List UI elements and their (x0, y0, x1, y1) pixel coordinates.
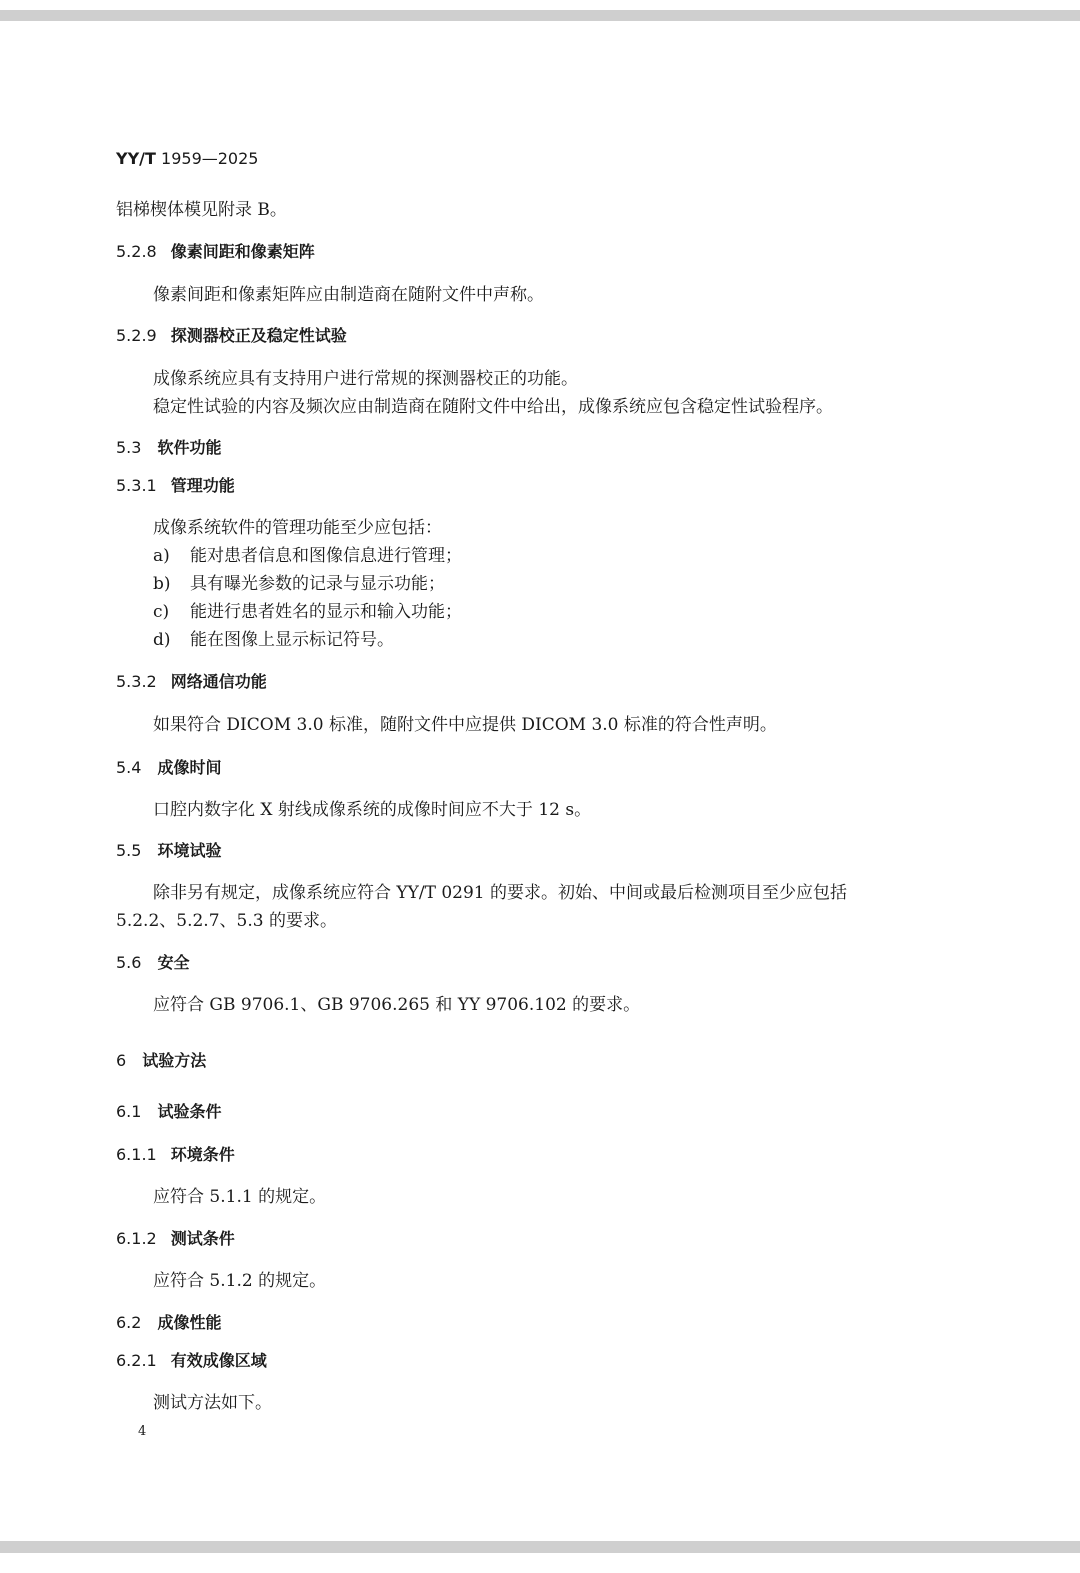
section-heading-6-2-1: 6.2.1 有效成像区域 (116, 1351, 267, 1370)
section-heading-6-1: 6.1 试验条件 (116, 1102, 222, 1121)
list-item: c) 能进行患者姓名的显示和输入功能； (153, 602, 462, 622)
paragraph: 如果符合 DICOM 3.0 标准，随附文件中应提供 DICOM 3.0 标准的符合性声明。 (153, 715, 777, 735)
section-heading-6-1-2: 6.1.2 测试条件 (116, 1229, 235, 1248)
section-heading-5-5: 5.5 环境试验 (116, 841, 222, 860)
section-heading-5-3: 5.3 软件功能 (116, 438, 222, 457)
bottom-border-band (0, 1541, 1080, 1553)
paragraph: 像素间距和像素矩阵应由制造商在随附文件中声称。 (153, 285, 544, 305)
list-item: d) 能在图像上显示标记符号。 (153, 630, 394, 650)
top-border-band (0, 10, 1080, 21)
section-heading-5-2-9: 5.2.9 探测器校正及稳定性试验 (116, 326, 347, 345)
section-heading-5-2-8: 5.2.8 像素间距和像素矩阵 (116, 242, 315, 261)
section-heading-5-3-1: 5.3.1 管理功能 (116, 476, 235, 495)
chapter-heading-6: 6 试验方法 (116, 1051, 207, 1070)
paragraph: 口腔内数字化 X 射线成像系统的成像时间应不大于 12 s。 (153, 800, 592, 820)
paragraph: 测试方法如下。 (153, 1393, 272, 1413)
section-heading-6-2: 6.2 成像性能 (116, 1313, 222, 1332)
paragraph-continuation: 5.2.2、5.2.7、5.3 的要求。 (116, 911, 337, 931)
section-heading-5-6: 5.6 安全 (116, 953, 190, 972)
list-item: a) 能对患者信息和图像信息进行管理； (153, 546, 462, 566)
paragraph: 铝梯楔体模见附录 B。 (116, 200, 287, 220)
section-heading-5-4: 5.4 成像时间 (116, 758, 222, 777)
page-number: 4 (138, 1424, 147, 1439)
paragraph: 应符合 5.1.1 的规定。 (153, 1187, 327, 1207)
paragraph: 成像系统软件的管理功能至少应包括： (153, 518, 442, 538)
list-item: b) 具有曝光参数的记录与显示功能； (153, 574, 445, 594)
document-code: YY/T 1959—2025 (116, 149, 259, 168)
paragraph: 稳定性试验的内容及频次应由制造商在随附文件中给出，成像系统应包含稳定性试验程序。 (153, 397, 833, 417)
section-heading-5-3-2: 5.3.2 网络通信功能 (116, 672, 267, 691)
paragraph: 应符合 GB 9706.1、GB 9706.265 和 YY 9706.102 的要求。 (153, 995, 641, 1015)
section-heading-6-1-1: 6.1.1 环境条件 (116, 1145, 235, 1164)
paragraph: 成像系统应具有支持用户进行常规的探测器校正的功能。 (153, 369, 578, 389)
paragraph: 应符合 5.1.2 的规定。 (153, 1271, 327, 1291)
paragraph: 除非另有规定，成像系统应符合 YY/T 0291 的要求。初始、中间或最后检测项目至少应包括 (153, 883, 847, 903)
